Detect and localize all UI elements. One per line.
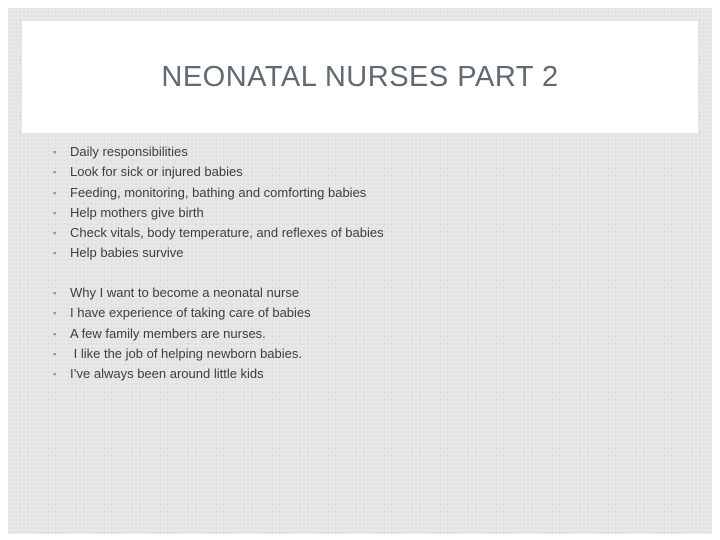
bullet-icon: ▪: [53, 187, 57, 198]
bullet-icon: ▪: [53, 308, 57, 319]
bullet-item: [53, 324, 311, 344]
bullet-list-reasons: [53, 283, 311, 384]
slide-title: NEONATAL NURSES PART 2: [161, 60, 559, 93]
bullet-text: Look for sick or injured babies: [70, 164, 243, 180]
bullet-text: Check vitals, body temperature, and reflexes of babies: [70, 225, 384, 241]
bullet-icon: ▪: [53, 207, 57, 218]
bullet-icon: ▪: [53, 248, 57, 259]
bullet-text: Why I want to become a neonatal nurse: [70, 285, 300, 300]
bullet-icon: ▪: [53, 167, 57, 178]
bullet-icon: ▪: [53, 288, 57, 298]
bullet-item: [53, 162, 384, 182]
bullet-item: [53, 303, 311, 323]
bullet-text: Help mothers give birth: [70, 204, 204, 220]
bullet-list-responsibilities: [53, 142, 384, 264]
bullet-item: [53, 364, 311, 384]
bullet-item: [53, 183, 384, 203]
bullet-icon: ▪: [53, 369, 57, 380]
title-box: [22, 21, 698, 133]
slide: [8, 8, 712, 534]
bullet-icon: ▪: [53, 348, 57, 359]
bullet-item: [53, 203, 384, 223]
bullet-text: I like the job of helping newborn babies.: [70, 345, 302, 361]
bullet-text: Daily responsibilities: [70, 144, 188, 159]
bullet-item: [53, 142, 384, 162]
bullet-text: Help babies survive: [70, 245, 184, 261]
bullet-item: [53, 223, 384, 243]
bullet-item: [53, 344, 311, 364]
bullet-item: [53, 283, 311, 303]
bullet-item: [53, 243, 384, 263]
bullet-text: I’ve always been around little kids: [70, 366, 264, 382]
bullet-text: Feeding, monitoring, bathing and comforting babies: [70, 184, 367, 200]
bullet-icon: ▪: [53, 147, 57, 157]
bullet-icon: ▪: [53, 328, 57, 339]
bullet-text: I have experience of taking care of babies: [70, 305, 311, 321]
bullet-icon: ▪: [53, 228, 57, 239]
bullet-text: A few family members are nurses.: [70, 325, 266, 341]
